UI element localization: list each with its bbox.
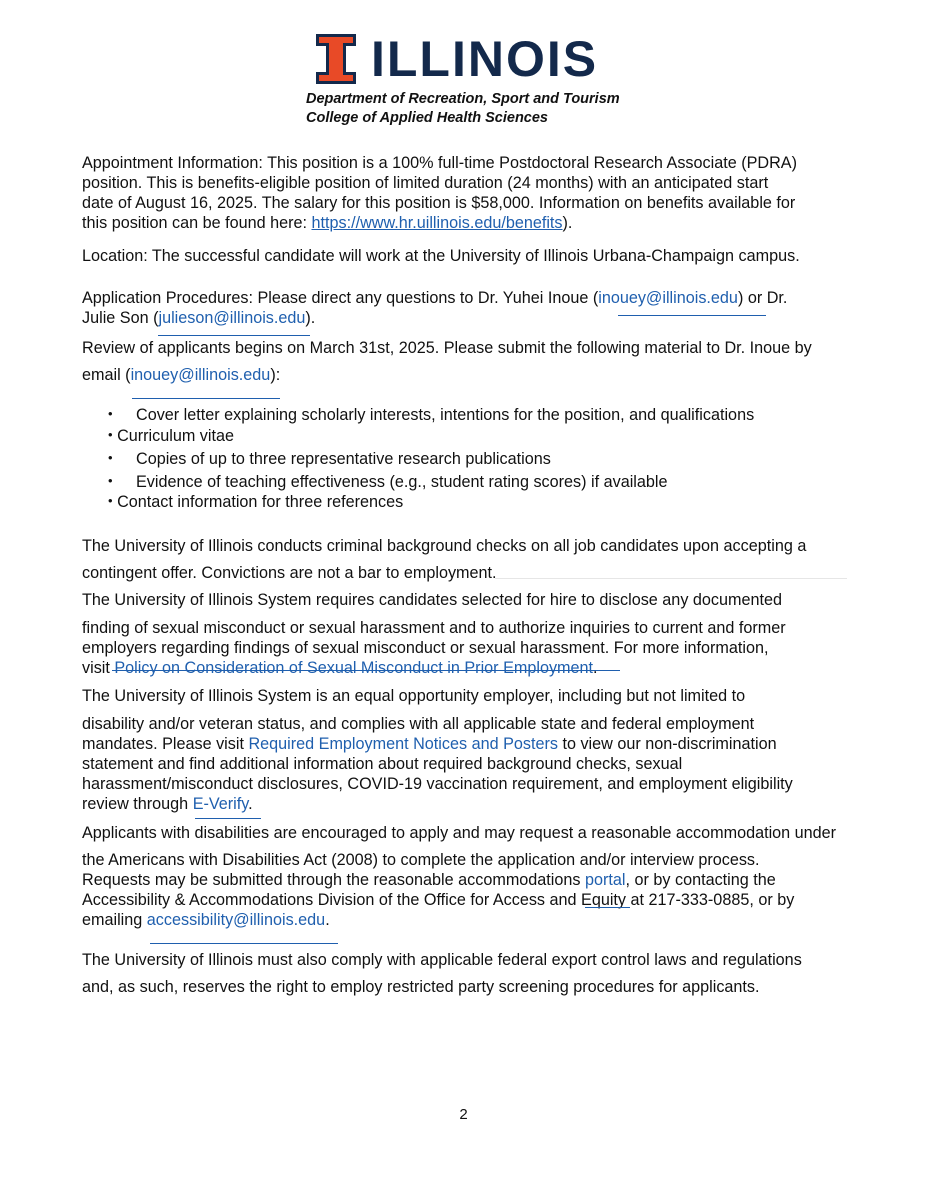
accommodation-line-2: the Americans with Disabilities Act (2008) to complete the application and/or interview process. <box>82 851 760 869</box>
email-line-suffix: ): <box>270 366 281 384</box>
accommodation-line-3-prefix: Requests may be submitted through the reasonable accommodations <box>82 871 585 889</box>
appointment-line-4-suffix: ). <box>562 214 573 232</box>
eeo-line-3 <box>82 734 852 754</box>
eeo-line-1: The University of Illinois System is an equal opportunity employer, including but not limited to <box>82 687 746 705</box>
eeo-line-2: disability and/or veteran status, and complies with all applicable state and federal employment <box>82 715 755 733</box>
location-paragraph <box>82 246 852 266</box>
misconduct-paragraph <box>82 590 852 610</box>
link-underline-email <box>132 398 280 399</box>
eeo-line-4: statement and find additional information about required background checks, sexual <box>82 755 683 773</box>
misconduct-paragraph-2 <box>82 618 852 678</box>
block-i-icon <box>316 34 356 84</box>
list-item-text: Copies of up to three representative research publications <box>136 450 551 468</box>
accommodation-paragraph-2 <box>82 850 852 930</box>
misconduct-line-4-suffix: . <box>593 659 598 677</box>
eeo-line-3-suffix: to view our non-discrimination <box>557 735 777 753</box>
illinois-logo <box>316 31 599 87</box>
link-underline-accessibility <box>150 943 338 944</box>
inoue-email-link-2[interactable]: inouey@illinois.edu <box>130 366 271 384</box>
accommodation-line-1: Applicants with disabilities are encouraged to apply and may request a reasonable accommodation under <box>82 824 837 842</box>
link-underline-portal <box>585 907 630 908</box>
list-item <box>108 471 668 492</box>
background-line-2: contingent offer. Convictions are not a bar to employment. <box>82 564 497 582</box>
review-paragraph <box>82 338 852 358</box>
list-item <box>108 425 234 446</box>
bullet-icon: • <box>108 450 113 465</box>
export-line-2: and, as such, reserves the right to employ restricted party screening procedures for applicants. <box>82 978 760 996</box>
application-line-1 <box>82 288 852 308</box>
eeo-paragraph-2 <box>82 714 852 814</box>
list-item-text: Contact information for three references <box>117 493 404 511</box>
son-email-link[interactable]: julieson@illinois.edu <box>158 309 306 327</box>
brand-wordmark: ILLINOIS <box>371 31 599 87</box>
list-item <box>108 448 551 469</box>
bullet-icon: • <box>108 473 113 488</box>
misconduct-line-3: employers regarding findings of sexual misconduct or sexual harassment. For more information, <box>82 639 769 657</box>
policy-link[interactable]: Policy on Consideration of Sexual Misconduct in Prior Employment <box>114 659 594 677</box>
eeo-line-6-suffix: . <box>248 795 253 813</box>
misconduct-line-4-prefix: visit <box>82 659 115 677</box>
link-underline-son <box>158 335 310 336</box>
list-item <box>108 491 403 512</box>
application-line-2-prefix: Julie Son ( <box>82 309 159 327</box>
accommodation-line-5-prefix: emailing <box>82 911 147 929</box>
faint-rule <box>495 578 847 579</box>
export-paragraph <box>82 950 852 970</box>
link-underline-policy <box>112 670 620 671</box>
email-line-prefix: email ( <box>82 366 131 384</box>
appointment-line-3: date of August 16, 2025. The salary for this position is $58,000. Information on benefits available for <box>82 194 796 212</box>
bullet-icon: • <box>108 493 113 508</box>
misconduct-line-2: finding of sexual misconduct or sexual harassment and to authorize inquiries to current and former <box>82 619 786 637</box>
background-line-1: The University of Illinois conducts criminal background checks on all job candidates upon accepting a <box>82 537 807 555</box>
benefits-link[interactable]: https://www.hr.uillinois.edu/benefits <box>311 214 563 232</box>
page-number: 2 <box>459 1106 468 1123</box>
accessibility-email-link[interactable]: accessibility@illinois.edu <box>146 911 326 929</box>
accommodation-line-3 <box>82 870 852 890</box>
portal-link[interactable]: portal <box>585 871 626 889</box>
everify-link[interactable]: E-Verify <box>192 795 249 813</box>
export-paragraph-2 <box>82 977 852 997</box>
misconduct-line-4 <box>82 658 852 678</box>
eeo-line-6 <box>82 794 852 814</box>
application-line-1-prefix: Application Procedures: Please direct any questions to Dr. Yuhei Inoue ( <box>82 289 599 307</box>
appointment-line-4-prefix: this position can be found here: <box>82 214 312 232</box>
accommodation-line-5 <box>82 910 852 930</box>
application-paragraph <box>82 288 852 328</box>
notices-link[interactable]: Required Employment Notices and Posters <box>248 735 558 753</box>
college-name: College of Applied Health Sciences <box>306 110 548 126</box>
list-item <box>108 404 754 425</box>
appointment-line-1: Appointment Information: This position is a 100% full-time Postdoctoral Research Associate (PDRA) <box>82 154 797 172</box>
inoue-email-link[interactable]: inouey@illinois.edu <box>598 289 738 307</box>
application-line-2 <box>82 308 852 328</box>
accommodation-paragraph <box>82 823 852 843</box>
list-item-text: Cover letter explaining scholarly interests, intentions for the position, and qualifications <box>136 406 755 424</box>
eeo-paragraph <box>82 686 852 706</box>
email-line <box>82 365 852 385</box>
application-line-1-suffix: ) or Dr. <box>737 289 788 307</box>
bullet-icon: • <box>108 427 113 442</box>
eeo-line-3-prefix: mandates. Please visit <box>82 735 249 753</box>
link-underline-everify <box>195 818 261 819</box>
link-underline-inoue <box>618 315 766 316</box>
background-paragraph-2 <box>82 563 852 583</box>
appointment-line-2: position. This is benefits-eligible position of limited duration (24 months) with an anticipated start <box>82 174 769 192</box>
email-instruction <box>82 365 852 385</box>
background-paragraph <box>82 536 852 556</box>
accommodation-line-3-suffix: , or by contacting the <box>625 871 776 889</box>
application-line-2-suffix: ). <box>305 309 316 327</box>
accommodation-line-5-suffix: . <box>325 911 330 929</box>
eeo-line-6-prefix: review through <box>82 795 193 813</box>
misconduct-line-1: The University of Illinois System requires candidates selected for hire to disclose any documented <box>82 591 782 609</box>
department-block <box>306 90 666 128</box>
export-line-1: The University of Illinois must also comply with applicable federal export control laws and regulations <box>82 951 802 969</box>
list-item-text: Curriculum vitae <box>117 427 235 445</box>
department-name: Department of Recreation, Sport and Tourism <box>306 91 620 107</box>
accommodation-line-4: Accessibility & Accommodations Division of the Office for Access and Equity at 217-333-0885, or by <box>82 891 795 909</box>
list-item-text: Evidence of teaching effectiveness (e.g., student rating scores) if available <box>136 473 668 491</box>
location-line: Location: The successful candidate will work at the University of Illinois Urbana-Champaign campus. <box>82 247 800 265</box>
review-line: Review of applicants begins on March 31st, 2025. Please submit the following material to Dr. Inoue by <box>82 339 812 357</box>
appointment-line-4 <box>82 213 852 233</box>
appointment-paragraph <box>82 153 852 233</box>
bullet-icon: • <box>108 406 113 421</box>
eeo-line-5: harassment/misconduct disclosures, COVID-19 vaccination requirement, and employment eligibility <box>82 775 793 793</box>
